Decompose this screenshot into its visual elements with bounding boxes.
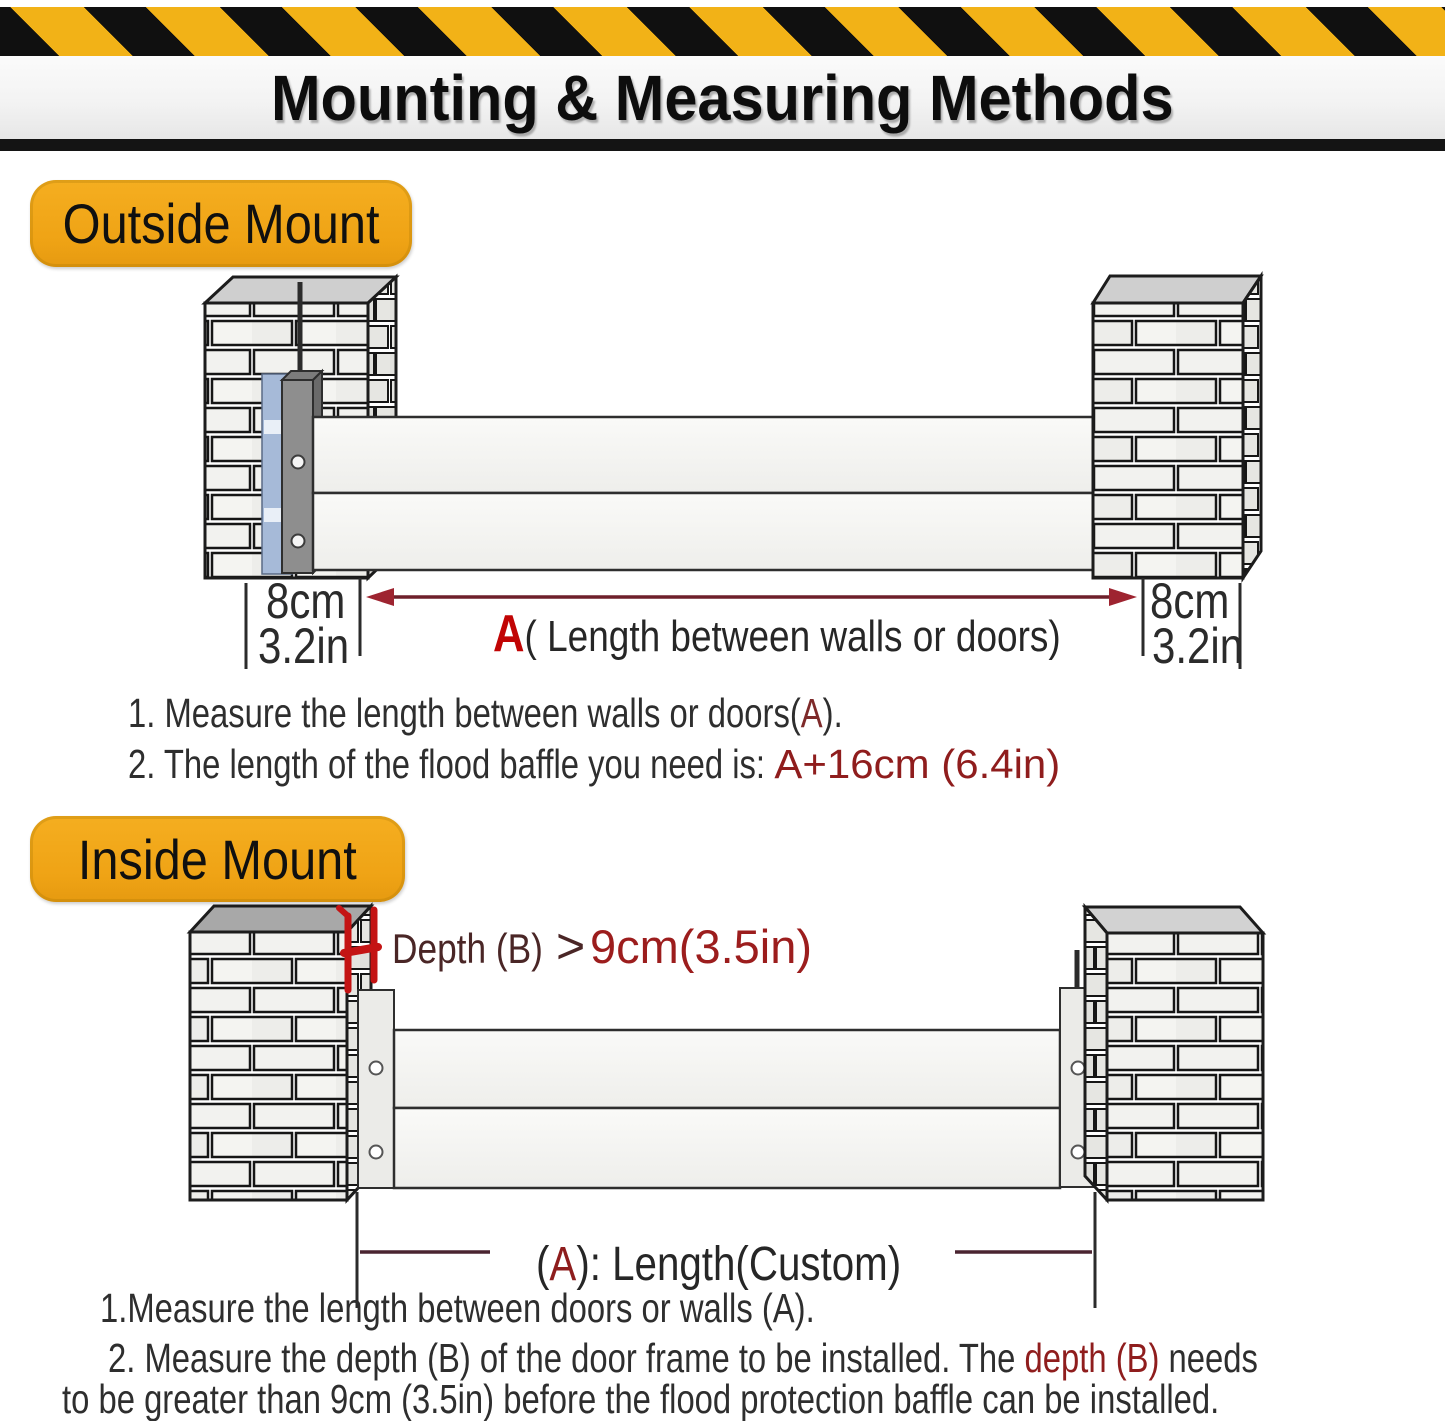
inside-step-2: 2. Measure the depth (B) of the door frame to be installed. The depth (B) needs <box>108 1335 1258 1381</box>
svg-text:(A): Length(Custom): (A): Length(Custom) <box>536 1237 902 1291</box>
inside-mount-diagram <box>0 898 1445 1316</box>
flood-barrier-panels-inside <box>394 1030 1060 1188</box>
page-title: Mounting & Measuring Methods <box>271 61 1174 134</box>
inside-mount-badge-label: Inside Mount <box>78 827 357 891</box>
svg-text:3.2in: 3.2in <box>1152 617 1244 674</box>
header-divider-bar <box>0 139 1445 151</box>
outside-right-pillar-illustration <box>1093 276 1261 578</box>
outside-mount-badge-label: Outside Mount <box>62 192 380 255</box>
svg-text:8cm: 8cm <box>1150 572 1230 629</box>
outside-mount-diagram <box>0 265 1445 685</box>
depth-value: 9cm(3.5in) <box>590 920 813 973</box>
arrowhead-left-icon <box>366 588 394 606</box>
depth-label <box>392 918 812 974</box>
inside-step-2-continued: to be greater than 9cm (3.5in) before the flood protection baffle can be installed. <box>62 1376 1220 1421</box>
outside-step-2: 2. The length of the flood baffle you need is: A+16cm (6.4in) <box>128 741 1061 787</box>
right-offset-in-label <box>1152 618 1243 674</box>
arrowhead-right-icon <box>1109 588 1137 606</box>
inside-step-1: 1.Measure the length between doors or walls (A). <box>100 1285 815 1331</box>
inside-length-label <box>536 1238 901 1291</box>
svg-text:Depth (B): Depth (B) <box>392 926 543 973</box>
svg-text:8cm: 8cm <box>266 572 346 629</box>
greater-than-sign: > <box>556 918 586 974</box>
title-band <box>0 56 1445 139</box>
inside-right-pillar-illustration <box>1085 907 1263 1200</box>
outside-mount-badge <box>30 180 412 267</box>
hazard-stripe-banner <box>0 4 1445 61</box>
inside-left-channel <box>358 990 394 1188</box>
outside-step-1: 1. Measure the length between walls or doors(A). <box>128 690 843 736</box>
length-a-label <box>493 606 1061 663</box>
svg-text:A( Length between walls or doo: A( Length between walls or doors) <box>493 605 1061 663</box>
svg-text:3.2in: 3.2in <box>258 617 350 674</box>
left-offset-in-label <box>258 618 349 674</box>
inside-mount-badge <box>30 816 405 902</box>
flood-barrier-panels <box>313 417 1132 570</box>
